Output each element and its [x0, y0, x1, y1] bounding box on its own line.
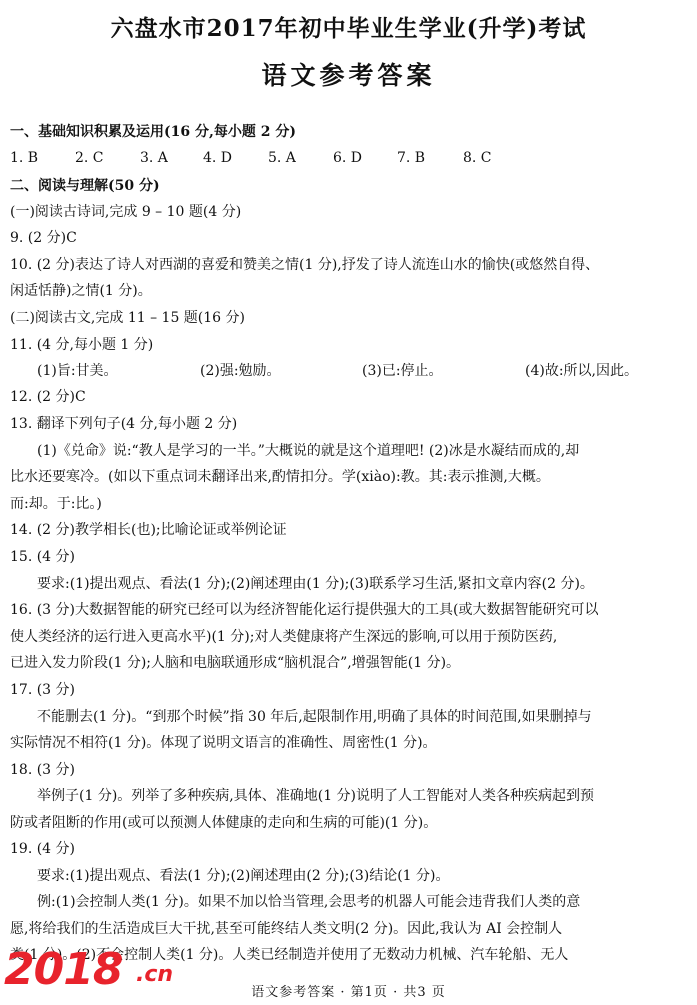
answer-line: 13. 翻译下列句子(4 分,每小题 2 分) — [10, 416, 238, 432]
answer-item: (3)已:停止。 — [362, 363, 443, 379]
mc-answer: 3. A — [140, 150, 168, 166]
answer-line: 15. (4 分) — [10, 549, 75, 565]
mc-answer: 1. B — [10, 150, 39, 166]
mc-answer: 6. D — [333, 150, 363, 166]
answer-line: 19. (4 分) — [10, 841, 75, 857]
answer-line: 10. (2 分)表达了诗人对西湖的喜爱和赞美之情(1 分),抒发了诗人流连山水的愉快(或悠然自得、 — [10, 257, 600, 273]
watermark-suffix: .cn — [136, 962, 174, 987]
mc-answer: 7. B — [397, 150, 426, 166]
answer-line: 实际情况不相符(1 分)。体现了说明文语言的准确性、周密性(1 分)。 — [10, 735, 437, 751]
mc-answer: 4. D — [203, 150, 233, 166]
page-title: 六盘水市2017年初中毕业生学业(升学)考试 — [110, 15, 587, 42]
mc-answer: 2. C — [75, 150, 104, 166]
answer-line: 已进入发力阶段(1 分);人脑和电脑联通形成“脑机混合”,增强智能(1 分)。 — [10, 655, 461, 671]
subsection-heading: (一)阅读古诗词,完成 9 – 10 题(4 分) — [10, 204, 242, 220]
answer-line: (1)《兑命》说:“教人是学习的一半。”大概说的就是这个道理吧! (2)冰是水凝结而成的,却 — [37, 443, 580, 459]
answer-line: 11. (4 分,每小题 1 分) — [10, 337, 154, 353]
answer-line: 防或者阻断的作用(或可以预测人体健康的走向和生病的可能)(1 分)。 — [10, 815, 438, 831]
answer-line: 愿,将给我们的生活造成巨大干扰,甚至可能终结人类文明(2 分)。因此,我认为 AI 会控制人 — [10, 921, 563, 937]
answer-item: (1)旨:甘美。 — [37, 363, 118, 379]
answer-line: 闲适恬静)之情(1 分)。 — [10, 283, 152, 299]
answer-line: 14. (2 分)教学相长(也);比喻论证或举例论证 — [10, 522, 287, 538]
watermark-main: 2018 — [4, 944, 123, 995]
subsection-heading: (二)阅读古文,完成 11 – 15 题(16 分) — [10, 310, 245, 326]
section-1-heading: 一、基础知识积累及运用(16 分,每小题 2 分) — [10, 124, 296, 140]
answer-line: 举例子(1 分)。列举了多种疾病,具体、准确地(1 分)说明了人工智能对人类各种疾病起到预 — [37, 788, 595, 804]
answer-line: 不能删去(1 分)。“到那个时候”指 30 年后,起限制作用,明确了具体的时间范围,如果删掉与 — [37, 709, 592, 725]
answer-line: 而:却。于:比。) — [10, 496, 102, 512]
answer-line: 类(1 分)。(2)不会控制人类(1 分)。人类已经制造并使用了无数动力机械、汽车轮船、无人 — [10, 947, 569, 963]
answer-line: 17. (3 分) — [10, 682, 75, 698]
answer-line: 比水还要寒冷。(如以下重点词未翻译出来,酌情扣分。学(xiào):教。其:表示推测,大概。 — [10, 469, 550, 485]
answer-line: 9. (2 分)C — [10, 230, 77, 246]
answer-line: 12. (2 分)C — [10, 389, 86, 405]
page-subtitle: 语文参考答案 — [261, 61, 436, 90]
answer-line: 例:(1)会控制人类(1 分)。如果不加以恰当管理,会思考的机器人可能会违背我们人类的意 — [37, 894, 581, 910]
mc-answer: 5. A — [268, 150, 296, 166]
section-2-heading: 二、阅读与理解(50 分) — [10, 178, 160, 194]
answer-line: 要求:(1)提出观点、看法(1 分);(2)阐述理由(1 分);(3)联系学习生活,紧扣文章内容(2 分)。 — [37, 576, 594, 592]
answer-line: 16. (3 分)大数据智能的研究已经可以为经济智能化运行提供强大的工具(或大数据智能研究可以 — [10, 602, 599, 618]
mc-answer: 8. C — [463, 150, 492, 166]
answer-item: (2)强:勉励。 — [200, 363, 281, 379]
page-footer: 语文参考答案 · 第1页 · 共3 页 — [251, 985, 446, 1000]
answer-line: 使人类经济的运行进入更高水平)(1 分);对人类健康将产生深远的影响,可以用于预防医药, — [10, 629, 558, 645]
answer-item: (4)故:所以,因此。 — [525, 363, 638, 379]
answer-line: 18. (3 分) — [10, 762, 75, 778]
answer-line: 要求:(1)提出观点、看法(1 分);(2)阐述理由(2 分);(3)结论(1 分)。 — [37, 868, 450, 884]
